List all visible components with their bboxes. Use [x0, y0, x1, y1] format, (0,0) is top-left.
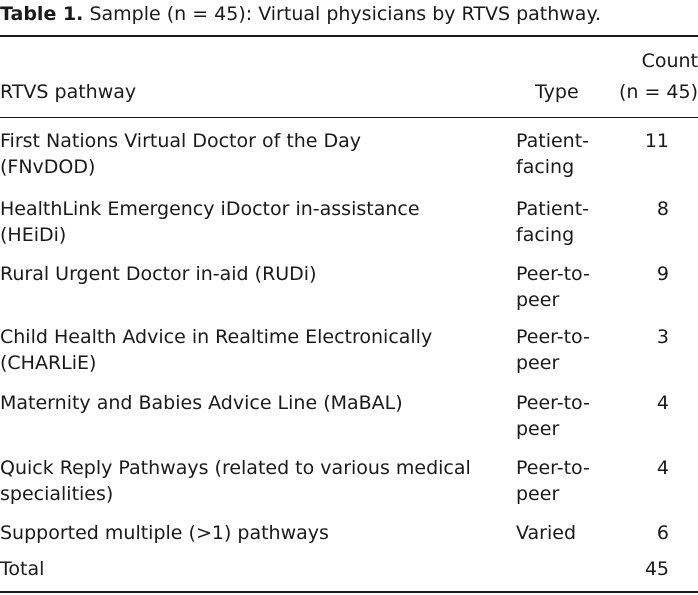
type-line: Peer-to- — [516, 392, 590, 414]
type-line: Patient- — [516, 198, 590, 220]
table-row — [0, 390, 505, 416]
type-line: facing — [516, 224, 575, 246]
pathway-name: First Nations Virtual Doctor of the Day — [0, 130, 362, 152]
pathway-abbr: (HEiDi) — [0, 224, 67, 246]
type-line: Peer-to- — [516, 326, 590, 348]
type-line: Varied — [516, 522, 577, 544]
count-cell — [600, 324, 697, 350]
type-line: Patient- — [516, 130, 590, 152]
table-row — [0, 196, 505, 248]
count-value: 11 — [644, 130, 669, 152]
pathway-name: HealthLink Emergency iDoctor in-assistance — [0, 198, 420, 220]
type-cell — [516, 390, 606, 442]
pathway-abbr: specialities) — [0, 483, 114, 505]
caption-text: Sample (n = 45): Virtual physicians by RTVS pathway. — [89, 3, 602, 25]
type-line: Peer-to- — [516, 263, 590, 285]
total-label: Total — [0, 558, 45, 580]
count-cell — [600, 128, 697, 154]
count-cell — [600, 390, 697, 416]
header-count-n: (n = 45) — [618, 81, 698, 103]
count-value: 9 — [656, 263, 669, 285]
table-row — [0, 128, 505, 180]
header-type: Type — [535, 81, 579, 103]
type-cell — [516, 520, 606, 546]
count-value: 4 — [656, 392, 669, 414]
count-value: 8 — [656, 198, 669, 220]
table-row — [0, 324, 505, 376]
table-row — [0, 520, 505, 546]
pathway-name: Quick Reply Pathways (related to various medical — [0, 457, 471, 479]
total-count-cell — [600, 556, 697, 582]
total-count: 45 — [644, 558, 669, 580]
pathway-name: Rural Urgent Doctor in-aid (RUDi) — [0, 263, 317, 285]
count-value: 4 — [656, 457, 669, 479]
type-cell — [516, 196, 606, 248]
type-cell — [516, 261, 606, 313]
pathway-name: Maternity and Babies Advice Line (MaBAL) — [0, 392, 403, 414]
table-caption — [0, 2, 601, 26]
type-cell — [516, 324, 606, 376]
table-row — [0, 261, 505, 287]
header-count: Count — [641, 50, 698, 72]
caption-label: Table 1. — [0, 3, 84, 25]
pathway-name: Child Health Advice in Realtime Electronically — [0, 326, 433, 348]
header-pathway: RTVS pathway — [0, 81, 137, 103]
table-row — [0, 455, 505, 507]
type-line: peer — [516, 483, 560, 505]
type-cell — [516, 128, 606, 180]
type-line: peer — [516, 418, 560, 440]
count-cell — [600, 455, 697, 481]
header-rule — [0, 117, 698, 118]
type-line: Peer-to- — [516, 457, 590, 479]
bottom-rule — [0, 591, 698, 593]
count-cell — [600, 196, 697, 222]
pathway-abbr: (FNvDOD) — [0, 156, 96, 178]
type-line: peer — [516, 352, 560, 374]
count-value: 6 — [656, 522, 669, 544]
top-rule — [0, 35, 698, 37]
count-value: 3 — [656, 326, 669, 348]
type-line: facing — [516, 156, 575, 178]
count-cell — [600, 520, 697, 546]
pathway-abbr: (CHARLiE) — [0, 352, 97, 374]
pathway-name: Supported multiple (>1) pathways — [0, 522, 329, 544]
count-cell — [600, 261, 697, 287]
type-line: peer — [516, 289, 560, 311]
type-cell — [516, 455, 606, 507]
